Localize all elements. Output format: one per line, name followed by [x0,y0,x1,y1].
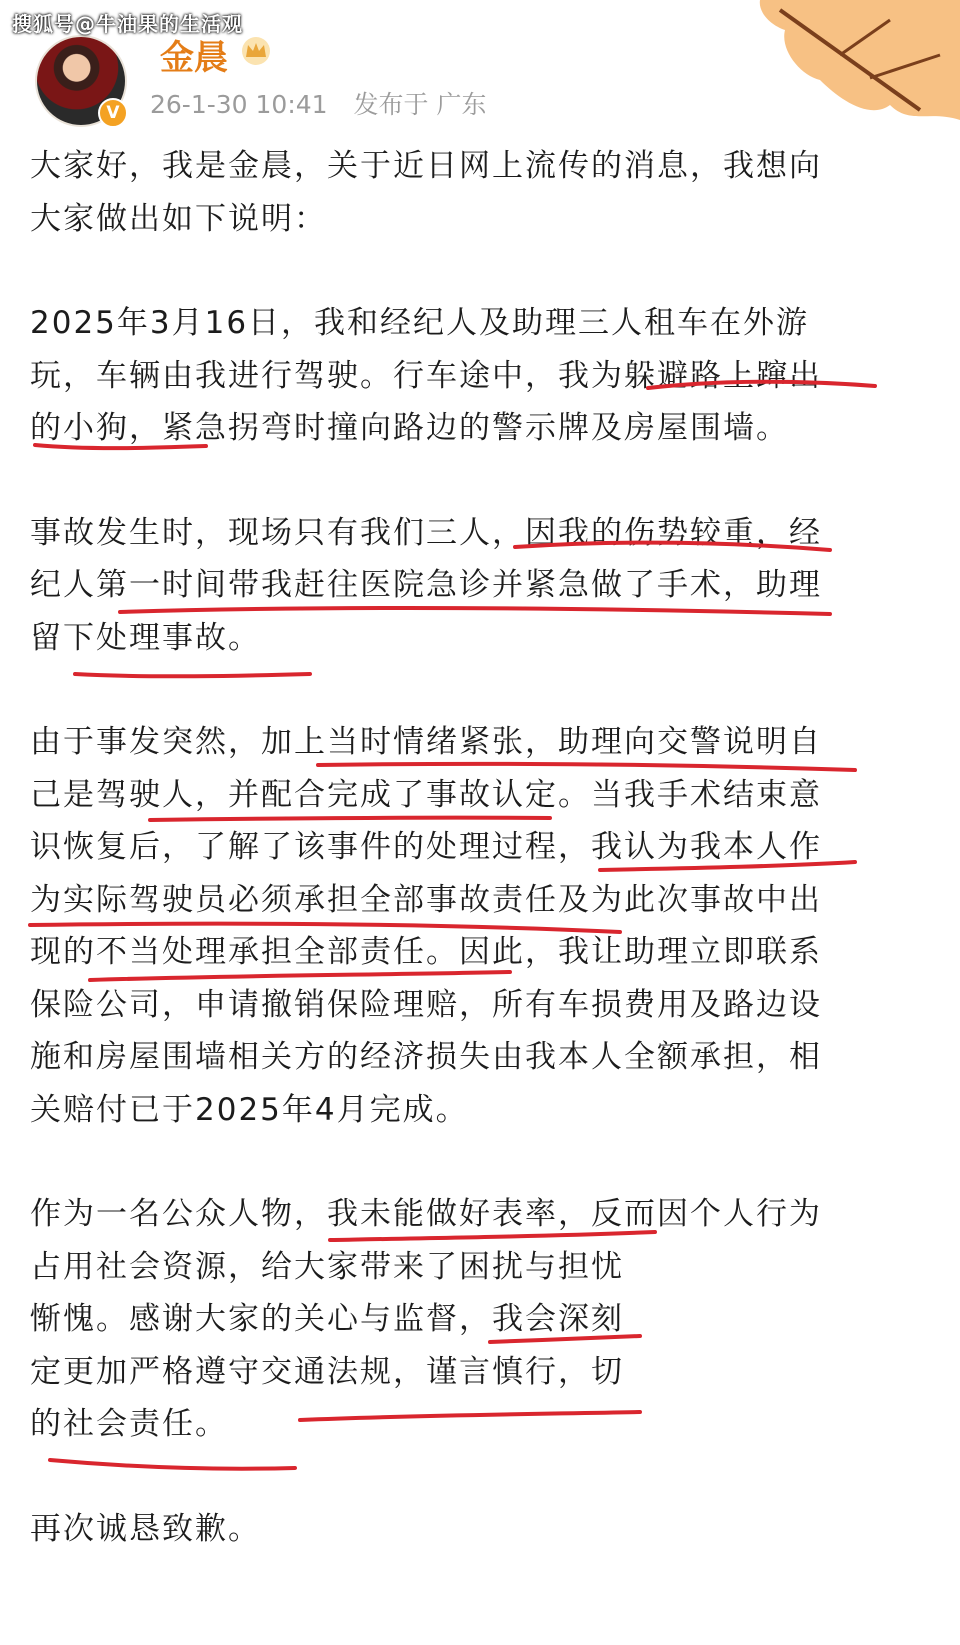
crown-icon [240,36,272,66]
cropped-region [640,1245,960,1450]
paragraph-accident: 2025年3月16日，我和经纪人及助理三人租车在外游 玩，车辆由我进行驾驶。行车途中，我为躲避路上蹿出 的小狗，紧急拐弯时撞向路边的警示牌及房屋围墙。 [30,305,822,446]
paragraph-responsibility: 由于事发突然，加上当时情绪紧张，助理向交警说明自 己是驾驶人，并配合完成了事故认定。当我手术结束意 识恢复后，了解了该事件的处理过程，我认为我本人作 为实际驾驶员必须承担全部事故责任及为此次事故中出 现的不当处理承担全部责任。因此，我让助理立即联系 保险公司，申请撤销保险理赔，所有车损费用及路边设 施和房屋围墙相关方的经济损失由我本人全额承担，相 关赔付已于2025年4月完成。 [30,724,822,1128]
paragraph-apology: 作为一名公众人物，我未能做好表率，反而因个人行为 占用社会资源，给大家带来了困扰与担忧 惭愧。感谢大家的关心与监督，我会深刻 定更加严格遵守交通法规，谨言慎行，切 的社会责任。 [30,1196,822,1442]
post-meta [150,85,504,121]
watermark: 搜狐号@牛油果的生活观 [12,12,243,36]
post-timestamp: 26-1-30 10:41 [150,90,328,119]
paragraph-intro: 大家好，我是金晨，关于近日网上流传的消息，我想向 大家做出如下说明： [30,148,822,237]
post-location: 发布于 广东 [353,90,487,119]
paragraph-closing: 再次诚恳致歉。 [30,1510,261,1547]
username[interactable]: 金晨 [160,38,228,78]
autumn-leaf-decoration [720,0,960,140]
paragraph-scene: 事故发生时，现场只有我们三人，因我的伤势较重，经 纪人第一时间带我赶往医院急诊并紧急做了手术，助理 留下处理事故。 [30,514,822,656]
post-header [30,30,730,130]
v-badge-icon: V [98,98,128,128]
